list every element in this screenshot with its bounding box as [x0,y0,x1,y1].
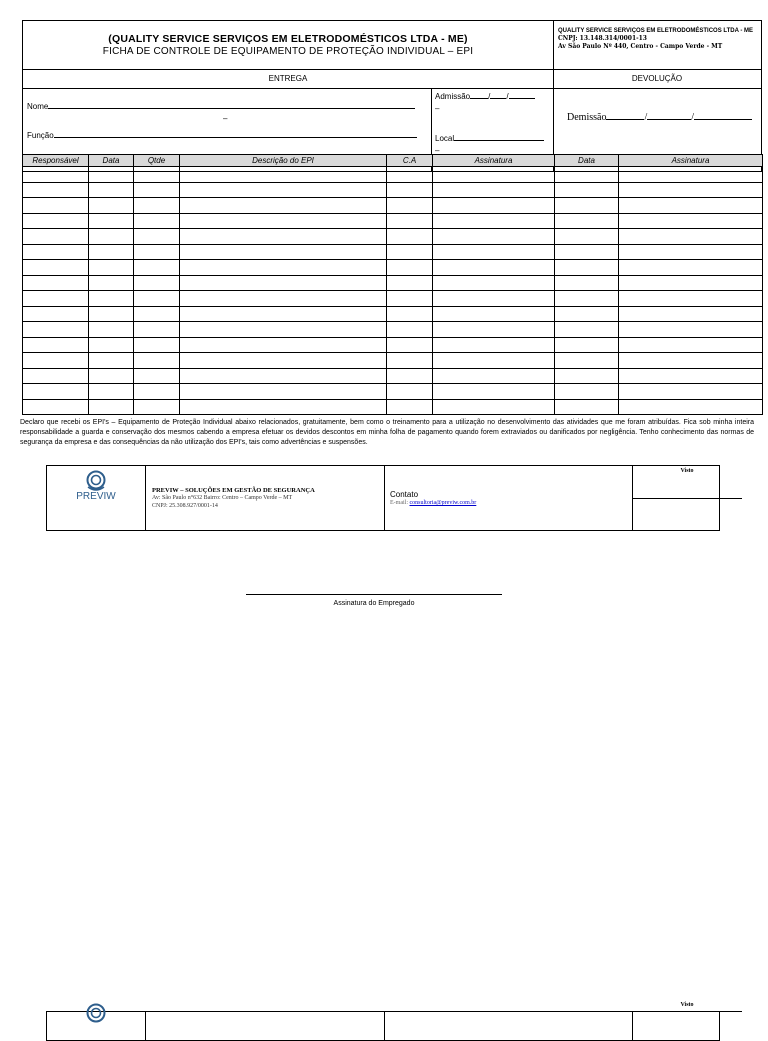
table-cell[interactable] [89,229,134,245]
table-cell[interactable] [180,337,387,353]
table-row [23,353,763,369]
table-cell[interactable] [180,260,387,276]
company-title: (QUALITY SERVICE SERVIÇOS EM ELETRODOMÉSTICOS LTDA - ME) [108,33,468,45]
table-cell[interactable] [555,337,619,353]
table-cell[interactable] [180,353,387,369]
table-row [23,384,763,400]
table-cell[interactable] [23,306,89,322]
table-cell[interactable] [555,306,619,322]
table-cell[interactable] [433,353,555,369]
table-cell[interactable] [387,167,433,183]
table-cell[interactable] [23,260,89,276]
table-cell[interactable] [134,291,180,307]
table-cell[interactable] [433,368,555,384]
table-cell[interactable] [433,337,555,353]
local-dash: – [435,146,440,155]
table-row [23,368,763,384]
table-cell[interactable] [619,182,763,198]
email-label: E-mail: [390,500,408,506]
table-cell[interactable] [387,399,433,415]
table-cell[interactable] [387,306,433,322]
form-title: FICHA DE CONTROLE DE EQUIPAMENTO DE PROTEÇÃO INDIVIDUAL – EPI [102,46,474,57]
table-cell[interactable] [23,399,89,415]
table-cell[interactable] [619,368,763,384]
table-cell[interactable] [387,353,433,369]
table-cell[interactable] [180,167,387,183]
table-cell[interactable] [23,353,89,369]
admissao-dash: – [435,104,440,113]
table-row [23,167,763,183]
table-cell[interactable] [387,182,433,198]
table-cell[interactable] [89,182,134,198]
table-cell[interactable] [180,368,387,384]
table-cell[interactable] [433,384,555,400]
table-cell[interactable] [619,244,763,260]
table-cell[interactable] [387,291,433,307]
table-cell[interactable] [387,213,433,229]
footer-box [46,465,720,531]
table-cell[interactable] [89,244,134,260]
table-cell[interactable] [89,384,134,400]
signature-line[interactable] [246,594,502,595]
table-cell[interactable] [619,275,763,291]
funcao-label: Função [27,131,54,140]
table-cell[interactable] [387,275,433,291]
table-cell[interactable] [555,322,619,338]
table-cell[interactable] [180,182,387,198]
admissao-label: Admissão [435,92,471,101]
table-cell[interactable] [180,229,387,245]
email-link[interactable]: consultoria@previw.com.br [409,500,477,506]
table-cell[interactable] [89,260,134,276]
table-cell[interactable] [433,322,555,338]
previw-logo-2 [47,1012,146,1040]
table-cell[interactable] [134,198,180,214]
table-cell[interactable] [23,213,89,229]
table-cell[interactable] [180,275,387,291]
visto-label-2: Visto [680,1002,694,1008]
previw-logo-icon [84,470,108,492]
table-cell[interactable] [433,306,555,322]
table-cell[interactable] [134,229,180,245]
corp-name: QUALITY SERVICE SERVIÇOS EM ELETRODOMÉSTICOS LTDA - ME [558,28,754,34]
table-row [23,291,763,307]
table-cell[interactable] [89,353,134,369]
table-cell[interactable] [134,182,180,198]
table-cell[interactable] [619,306,763,322]
table-cell[interactable] [433,291,555,307]
table-cell[interactable] [619,353,763,369]
corp-address: Av São Paulo Nº 440, Centro - Campo Verde - MT [558,43,723,50]
previw-logo-icon-2 [84,1003,108,1025]
funcao-field[interactable] [27,131,417,140]
local-label: Local [435,134,455,143]
table-cell[interactable] [180,322,387,338]
nome-field[interactable] [27,102,415,111]
col-data-devolucao: Data [555,155,619,167]
table-cell[interactable] [555,260,619,276]
table-cell[interactable] [433,244,555,260]
footer-cnpj: CNPJ: 25.308.927/0001-14 [152,503,218,509]
table-cell[interactable] [23,322,89,338]
signature-label: Assinatura do Empregado [333,600,415,607]
previw-logo-text: PREVIW [76,491,116,502]
table-cell[interactable] [433,167,555,183]
table-cell[interactable] [89,399,134,415]
col-assinatura-devolucao: Assinatura [619,155,763,167]
table-cell[interactable] [433,260,555,276]
table-cell[interactable] [134,306,180,322]
table-cell[interactable] [134,368,180,384]
table-cell[interactable] [555,182,619,198]
footer-contact [384,466,633,530]
table-cell[interactable] [89,167,134,183]
table-cell[interactable] [180,213,387,229]
table-row [23,275,763,291]
table-cell[interactable] [555,368,619,384]
table-cell[interactable] [555,213,619,229]
table-row [23,322,763,338]
table-cell[interactable] [180,291,387,307]
table-cell[interactable] [134,260,180,276]
demissao-field[interactable]: Demissão / / [567,112,752,123]
table-cell[interactable] [619,291,763,307]
table-cell[interactable] [555,384,619,400]
visto-box-2 [632,1002,742,1040]
table-cell[interactable] [619,229,763,245]
table-cell[interactable] [180,198,387,214]
table-row [23,182,763,198]
table-cell[interactable] [89,198,134,214]
table-cell[interactable] [555,244,619,260]
table-cell[interactable] [134,384,180,400]
table-cell[interactable] [555,167,619,183]
footer-company [145,466,385,530]
local-field[interactable] [435,134,544,143]
table-cell[interactable] [23,167,89,183]
table-row [23,198,763,214]
devolucao-label: DEVOLUÇÃO [631,74,683,83]
epi-table [22,154,763,415]
table-cell[interactable] [433,198,555,214]
table-cell[interactable] [134,322,180,338]
table-cell[interactable] [134,399,180,415]
table-cell[interactable] [555,198,619,214]
table-cell[interactable] [23,182,89,198]
col-data: Data [89,155,134,167]
table-cell[interactable] [387,229,433,245]
table-cell[interactable] [433,399,555,415]
table-cell[interactable] [180,384,387,400]
corp-cnpj: CNPJ: 13.148.314/0001-13 [558,35,647,42]
footer-address: Av: São Paulo n°632 Bairro: Centro – Campo Verde – MT [152,495,293,501]
table-cell[interactable] [23,384,89,400]
table-cell[interactable] [89,322,134,338]
table-cell[interactable] [23,368,89,384]
table-cell[interactable] [134,167,180,183]
table-cell[interactable] [619,198,763,214]
table-cell[interactable] [89,213,134,229]
table-cell[interactable] [619,384,763,400]
table-cell[interactable] [89,275,134,291]
table-cell[interactable] [555,229,619,245]
visto-label: Visto [680,468,694,474]
table-cell[interactable] [619,167,763,183]
table-row [23,306,763,322]
table-cell[interactable] [433,213,555,229]
table-cell[interactable] [619,399,763,415]
table-cell[interactable] [180,399,387,415]
table-row [23,337,763,353]
corp-info [558,27,762,51]
table-cell[interactable] [387,337,433,353]
table-cell[interactable] [387,384,433,400]
col-qtde: Qtde [134,155,180,167]
table-row [23,260,763,276]
table-cell[interactable] [180,244,387,260]
table-cell[interactable] [89,306,134,322]
table-cell[interactable] [555,353,619,369]
table-cell[interactable] [23,275,89,291]
table-cell[interactable] [387,198,433,214]
table-cell[interactable] [134,244,180,260]
table-cell[interactable] [134,213,180,229]
footer-company-name: PREVIW – SOLUÇÕES EM GESTÃO DE SEGURANÇA [152,487,315,494]
table-cell[interactable] [23,337,89,353]
table-cell[interactable] [134,275,180,291]
col-assinatura: Assinatura [433,155,555,167]
col-ca: C.A [387,155,433,167]
admissao-field[interactable]: Admissão / / [435,92,535,101]
col-descricao: Descrição do EPI [180,155,387,167]
nome-label: Nome [27,102,49,111]
declaration-text: Declaro que recebi os EPI's – Equipamento de Proteção Individual abaixo relacionados, gratuitamente, bem como o treinamento para a utilização no desenvolvimento das atividades que me foram atribuídas. Fica sob minha inteira responsabilidade a guarda e conservação dos mesmos cabendo a empresa efetuar os devidos descontos em minha folha de pagamento quando forem extraviados ou danificados por negligência. Tenho conhecimento das normas de segurança da empresa e das consequências da não utilização dos EPI's, tais como advertências e suspensões. [20,419,754,446]
table-cell[interactable] [387,322,433,338]
table-cell[interactable] [134,353,180,369]
visto-box [632,466,742,530]
table-cell[interactable] [619,213,763,229]
table-cell[interactable] [387,368,433,384]
col-responsavel: Responsável [23,155,89,167]
table-cell[interactable] [23,229,89,245]
table-row [23,213,763,229]
table-cell[interactable] [433,229,555,245]
table-cell[interactable] [433,275,555,291]
table-cell[interactable] [23,198,89,214]
table-cell[interactable] [134,337,180,353]
table-cell[interactable] [23,244,89,260]
table-cell[interactable] [89,291,134,307]
previw-logo [47,466,146,530]
entrega-label: ENTREGA [268,74,308,83]
table-row [23,229,763,245]
table-row [23,244,763,260]
table-cell[interactable] [555,291,619,307]
nome-dash: – [223,114,228,123]
table-row [23,399,763,415]
footer-box-2 [46,1002,720,1041]
table-cell[interactable] [89,337,134,353]
demissao-label: Demissão [567,112,607,123]
table-cell[interactable] [387,260,433,276]
table-cell[interactable] [555,275,619,291]
table-cell[interactable] [619,322,763,338]
table-header-row [23,155,763,167]
table-cell[interactable] [89,368,134,384]
table-cell[interactable] [555,399,619,415]
table-cell[interactable] [619,260,763,276]
table-cell[interactable] [387,244,433,260]
table-cell[interactable] [619,337,763,353]
table-cell[interactable] [23,291,89,307]
contato-label: Contato [390,490,419,499]
table-cell[interactable] [433,182,555,198]
form-header [22,20,762,172]
table-cell[interactable] [180,306,387,322]
